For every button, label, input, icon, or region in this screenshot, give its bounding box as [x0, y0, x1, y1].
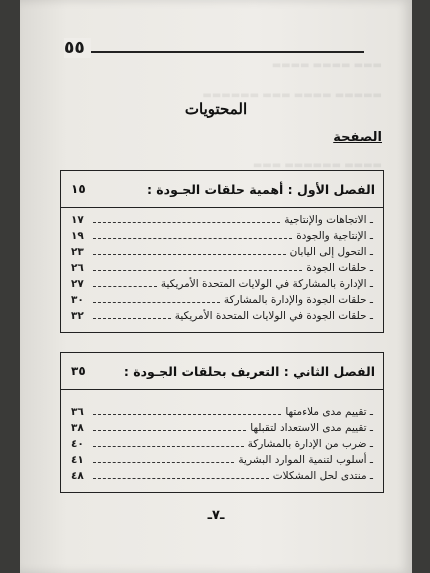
- show-through-text: ▬▬▬▬ ▬▬▬▬▬▬ ▬▬▬: [252, 160, 382, 171]
- chapter-title: الفصل الأول : أهمية حلقات الجـودة :: [146, 181, 375, 197]
- toc-entry: [71, 406, 373, 422]
- leader-dots: [93, 446, 244, 447]
- toc-entry-page: ٢٦: [71, 262, 84, 274]
- toc-entry: [71, 214, 373, 230]
- toc-entry: [71, 278, 373, 294]
- toc-entry: [71, 422, 373, 438]
- toc-entry: [71, 294, 373, 310]
- toc-entry: [71, 310, 373, 326]
- leader-dots: [93, 238, 292, 239]
- show-through-text: ▬▬▬▬▬ ▬▬▬▬ ▬▬▬ ▬▬▬▬▬▬: [202, 90, 382, 101]
- leader-dots: [93, 302, 220, 303]
- toc-entry: [71, 262, 373, 278]
- toc-entry: [71, 470, 373, 486]
- toc-entry-page: ١٧: [71, 214, 84, 226]
- toc-entry: [71, 246, 373, 262]
- toc-entry-page: ٢٣: [71, 246, 84, 258]
- header-page-number: ٥٥: [64, 38, 91, 58]
- toc-entry-page: ٣٠: [71, 294, 84, 306]
- toc-entry-text: ـ تقييم مدى الاستعداد لتقبلها: [250, 422, 373, 434]
- toc-entry-text: ـ الاتجاهات والإنتاجية: [284, 214, 373, 226]
- toc-entry-page: ٣٦: [71, 406, 84, 418]
- toc-entry-text: ـ حلقات الجودة في الولايات المتحدة الأمريكية: [174, 310, 373, 322]
- leader-dots: [93, 462, 234, 463]
- toc-list: [61, 390, 383, 492]
- page-column-heading: الصفحة: [333, 130, 382, 145]
- toc-entry-text: ـ التحول إلى اليابان: [289, 246, 373, 258]
- toc-entry-page: ١٩: [71, 230, 84, 242]
- leader-dots: [93, 222, 280, 223]
- footer-page-number: ـ٧ـ: [207, 508, 225, 523]
- toc-entry-text: ـ حلقات الجودة والإدارة بالمشاركة: [223, 294, 373, 306]
- toc-entry-text: ـ الإدارة بالمشاركة في الولايات المتحدة الأمريكية: [160, 278, 373, 290]
- page-title: المحتويات: [184, 100, 248, 118]
- toc-entry-text: ـ أسلوب لتنمية الموارد البشرية: [238, 454, 373, 466]
- leader-dots: [93, 286, 157, 287]
- leader-dots: [93, 414, 281, 415]
- chapter-section: [60, 352, 384, 493]
- toc-entry-page: ٤١: [71, 454, 84, 466]
- toc-entry-page: ٤٠: [71, 438, 84, 450]
- toc-entry: [71, 230, 373, 246]
- chapter-page: ٣٥: [71, 364, 86, 378]
- toc-entry-text: ـ منتدى لحل المشكلات: [272, 470, 373, 482]
- toc-entry-text: ـ حلقات الجودة: [306, 262, 373, 274]
- leader-dots: [93, 254, 286, 255]
- toc-entry-page: ٢٧: [71, 278, 84, 290]
- header-rule: [64, 51, 364, 53]
- toc-entry-text: ـ ضرب من الإدارة بالمشاركة: [247, 438, 373, 450]
- leader-dots: [93, 478, 269, 479]
- book-page: [20, 0, 412, 573]
- chapter-page: ١٥: [71, 182, 86, 196]
- toc-entry-text: ـ تقييم مدى ملاءمتها: [285, 406, 373, 418]
- toc-entry: [71, 454, 373, 470]
- toc-list: [61, 208, 383, 332]
- toc-entry-page: ٣٢: [71, 310, 84, 322]
- show-through-text: ▬▬▬ ▬▬▬▬ ▬▬▬▬: [271, 60, 382, 71]
- toc-entry-page: ٣٨: [71, 422, 84, 434]
- chapter-heading: [61, 171, 383, 208]
- chapter-section: [60, 170, 384, 333]
- chapter-heading: [61, 353, 383, 390]
- toc-entry-page: ٤٨: [71, 470, 84, 482]
- leader-dots: [93, 318, 171, 319]
- toc-entry-text: ـ الإنتاجية والجودة: [296, 230, 373, 242]
- toc-entry: [71, 438, 373, 454]
- leader-dots: [93, 270, 302, 271]
- chapter-title: الفصل الثاني : التعريف بحلقات الجـودة :: [123, 363, 375, 379]
- leader-dots: [93, 430, 246, 431]
